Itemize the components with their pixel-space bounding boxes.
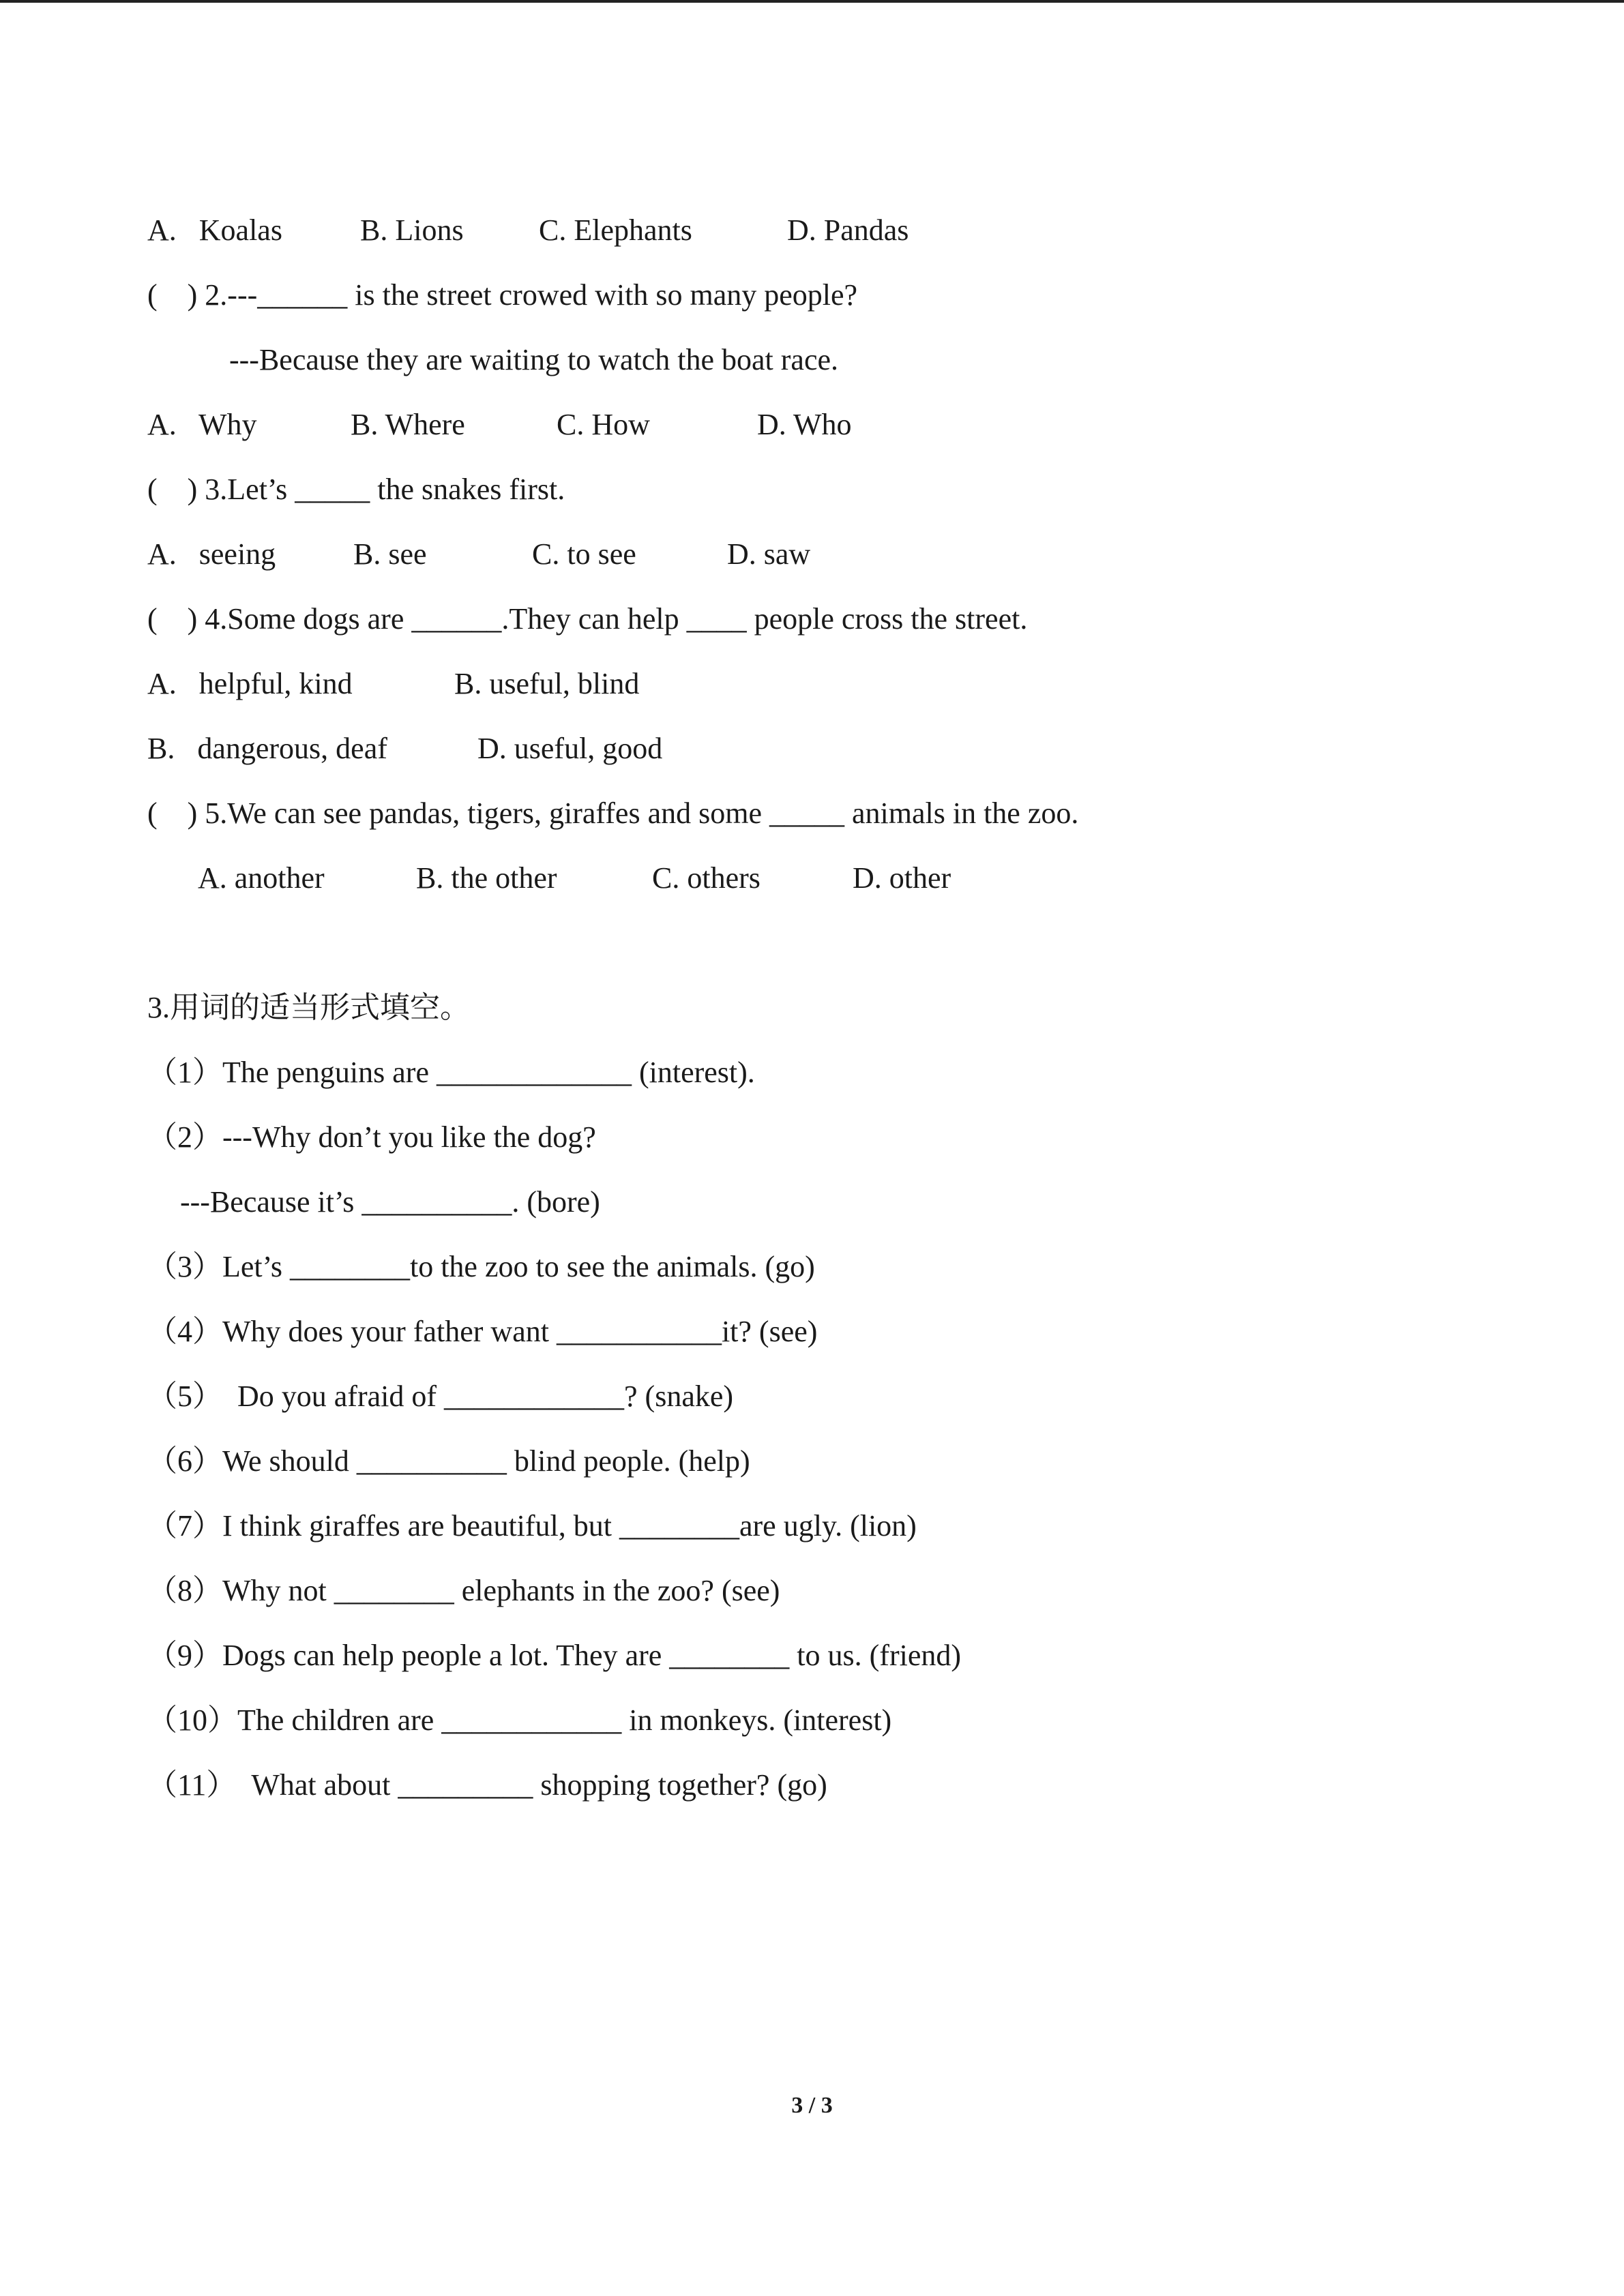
q1-option-a: A. Koalas (147, 213, 282, 247)
q2-options-row (147, 406, 1034, 444)
section-3-heading: 3.用词的适当形式填空。 (147, 991, 470, 1024)
q1-options-row (147, 211, 1034, 250)
page-number: 3 / 3 (791, 2093, 833, 2118)
q3-option-a: A. seeing (147, 537, 276, 571)
q5-option-d: D. other (853, 861, 951, 895)
fill-item: （2）---Why don’t you like the dog? (147, 1120, 596, 1154)
q2-answer-line: ---Because they are waiting to watch the boat race. (229, 343, 839, 376)
fill-item: （9）Dogs can help people a lot. They are ________ to us. (friend) (147, 1639, 962, 1672)
q2-option-d: D. Who (757, 408, 852, 441)
fill-item: （6）We should __________ blind people. (help) (147, 1444, 750, 1478)
q3-option-c: C. to see (532, 537, 636, 571)
q5-option-a: A. another (198, 861, 325, 895)
q3-option-b: B. see (353, 537, 427, 571)
fill-item-answer-line: ---Because it’s __________. (bore) (180, 1185, 600, 1219)
q2-stem: ( ) 2.---______ is the street crowed with so many people? (147, 278, 858, 312)
page-top-border (0, 0, 1624, 3)
fill-item: （3）Let’s ________to the zoo to see the animals. (go) (147, 1250, 815, 1283)
q3-stem: ( ) 3.Let’s _____ the snakes first. (147, 473, 565, 506)
q5-stem: ( ) 5.We can see pandas, tigers, giraffes and some _____ animals in the zoo. (147, 796, 1079, 830)
fill-item: （7）I think giraffes are beautiful, but ________are ugly. (lion) (147, 1509, 917, 1542)
fill-item: （5） Do you afraid of ____________? (snake) (147, 1380, 734, 1413)
q4-options-row-1 (147, 665, 1034, 703)
fill-item: （4）Why does your father want ___________it? (see) (147, 1315, 818, 1348)
q3-options-row (147, 535, 1034, 573)
fill-item: （10）The children are ____________ in monkeys. (interest) (147, 1703, 892, 1737)
q4-option-d: D. useful, good (477, 732, 663, 765)
q2-option-c: C. How (557, 408, 650, 441)
q4-option-c: B. dangerous, deaf (147, 732, 387, 765)
q4-option-a: A. helpful, kind (147, 667, 353, 700)
q5-option-b: B. the other (416, 861, 557, 895)
q4-stem: ( ) 4.Some dogs are ______.They can help ____ people cross the street. (147, 602, 1028, 636)
q5-options-row (198, 859, 1084, 897)
q1-option-b: B. Lions (360, 213, 464, 247)
fill-item: （8）Why not ________ elephants in the zoo? (see) (147, 1574, 780, 1607)
q3-option-d: D. saw (727, 537, 811, 571)
q1-option-d: D. Pandas (787, 213, 909, 247)
fill-item: （1）The penguins are _____________ (interest). (147, 1056, 755, 1089)
q5-option-c: C. others (652, 861, 761, 895)
q4-option-b: B. useful, blind (454, 667, 640, 700)
q2-option-a: A. Why (147, 408, 257, 441)
q1-option-c: C. Elephants (539, 213, 692, 247)
q2-option-b: B. Where (351, 408, 465, 441)
q4-options-row-2 (147, 730, 1034, 768)
fill-item: （11） What about _________ shopping together? (go) (147, 1768, 827, 1802)
